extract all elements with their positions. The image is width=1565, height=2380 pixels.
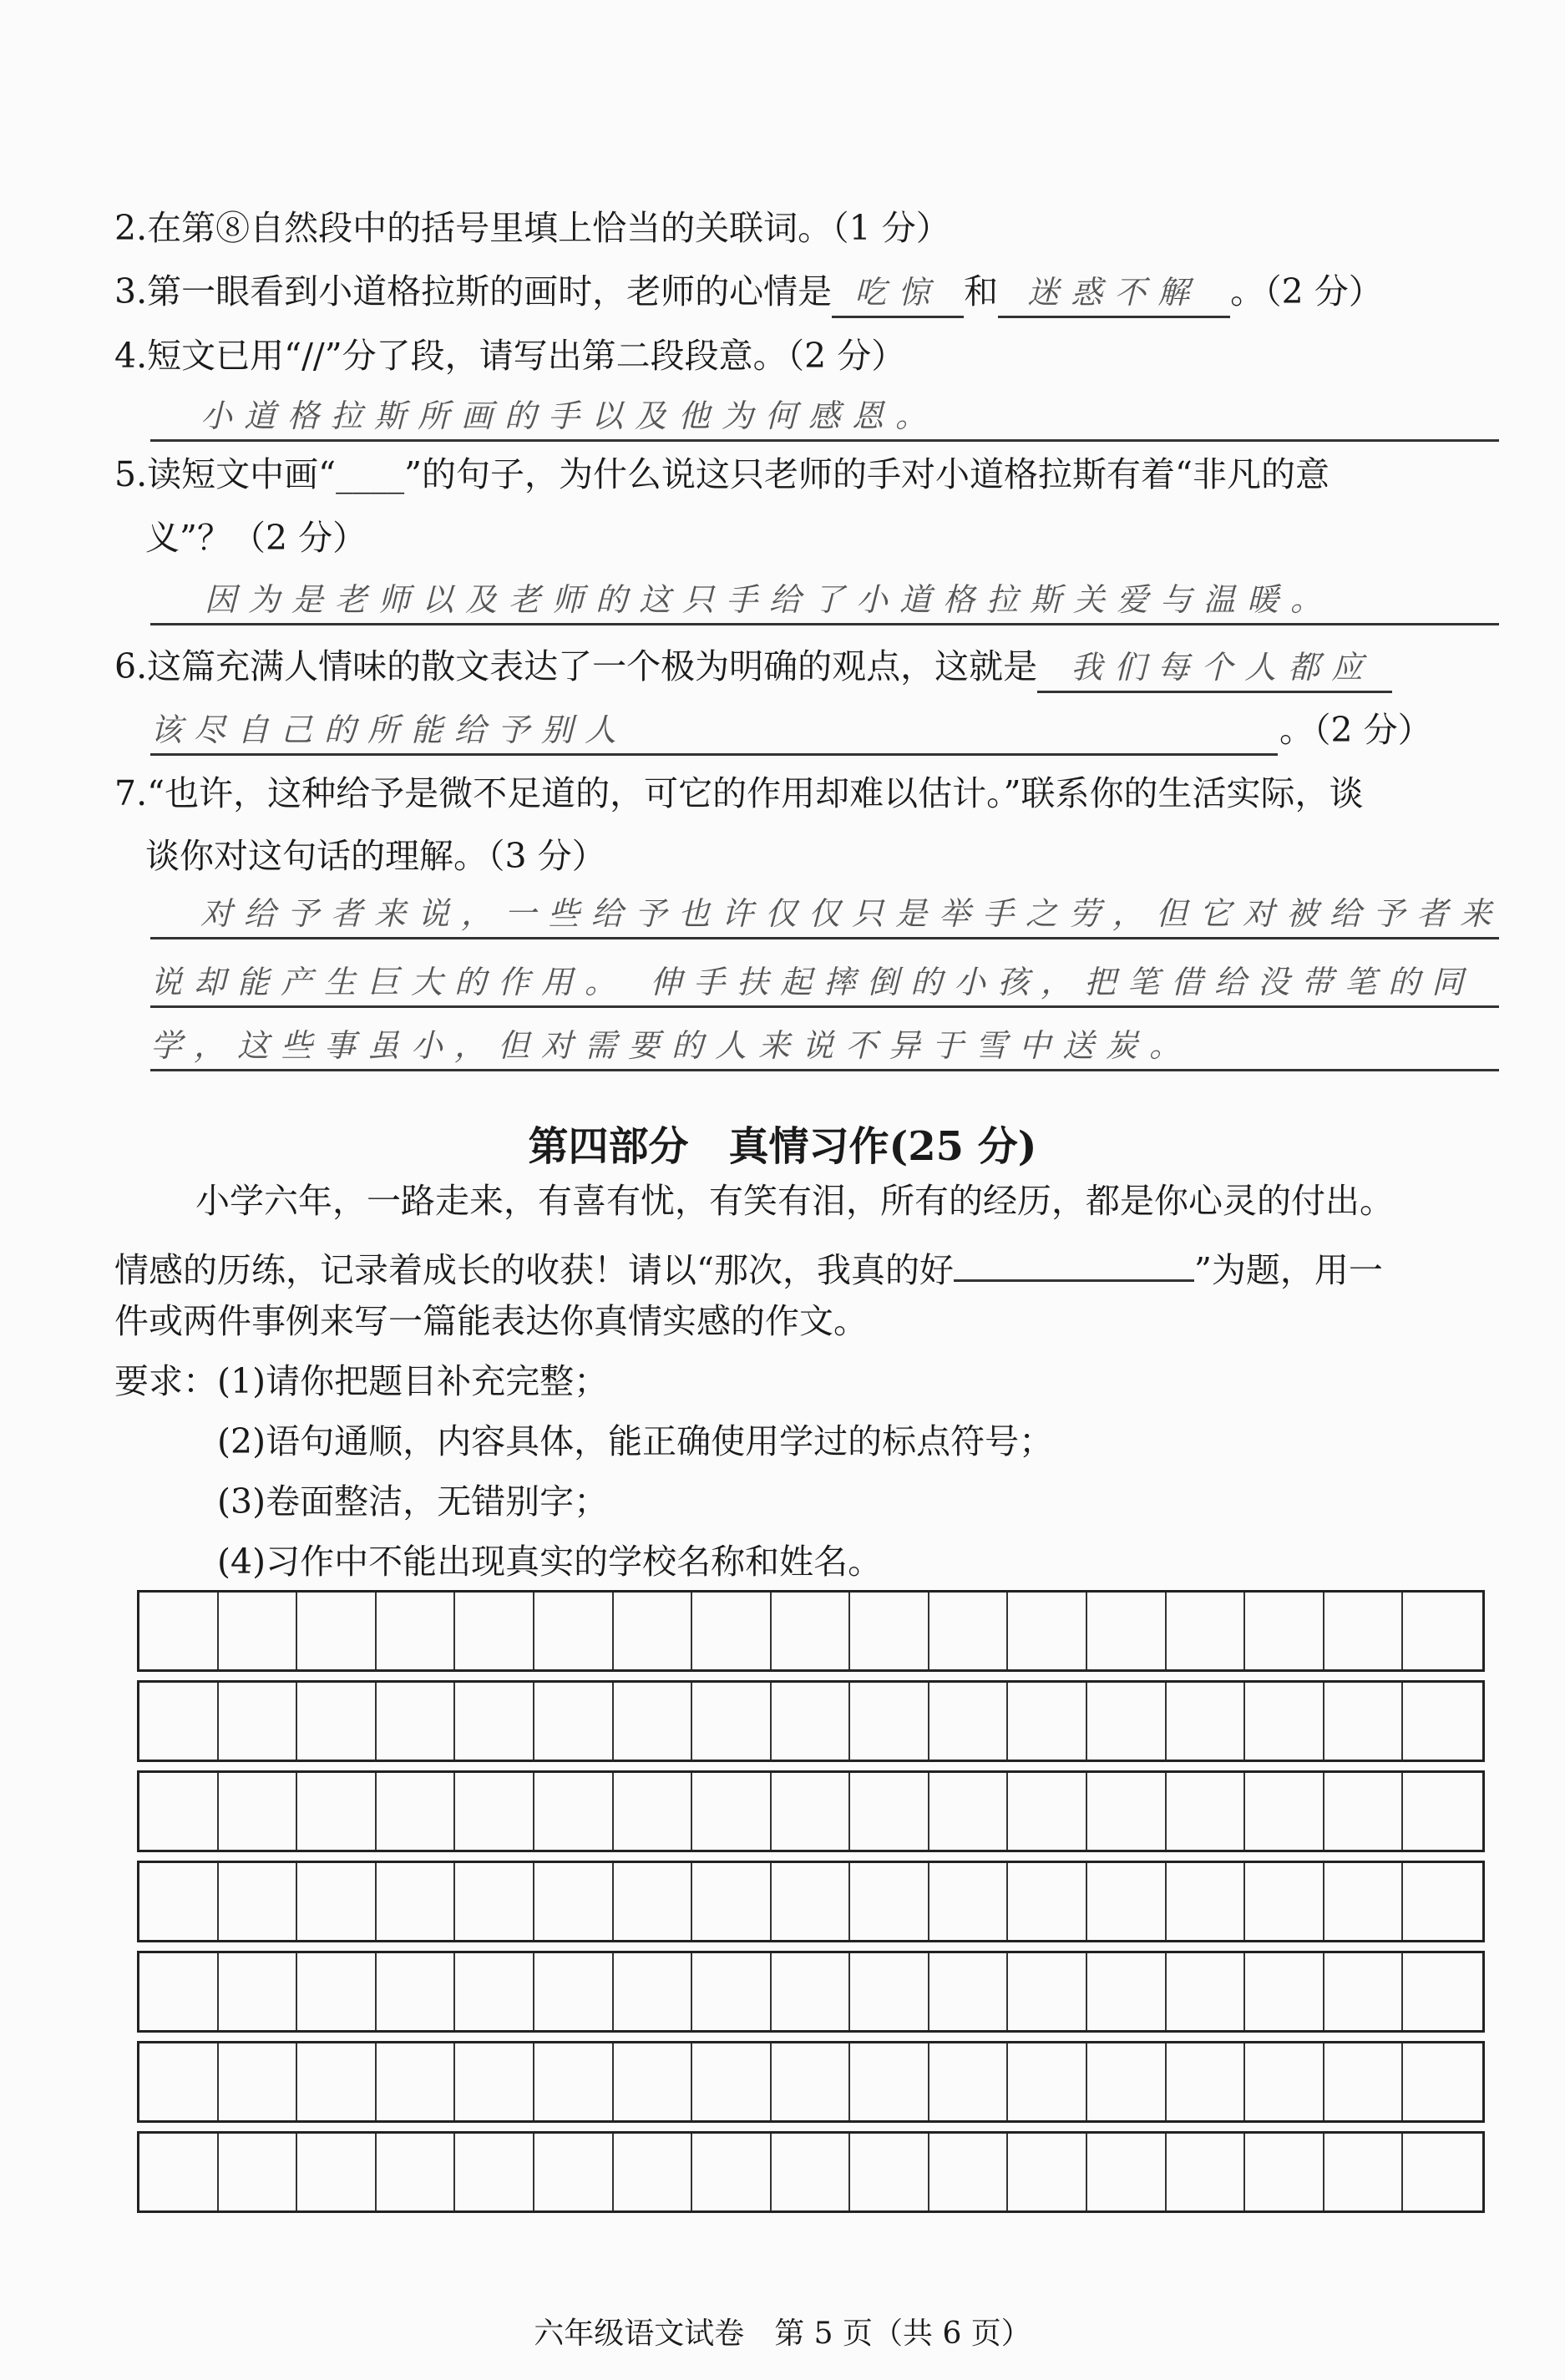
grid-cell[interactable]	[455, 1683, 534, 1760]
grid-cell[interactable]	[929, 1773, 1009, 1850]
question-6-answer-1: 我们每个人都应	[1071, 649, 1375, 686]
question-6-line-1	[114, 643, 1392, 693]
grid-cell[interactable]	[1167, 1863, 1246, 1940]
grid-row[interactable]	[137, 1861, 1485, 1942]
grid-cell[interactable]	[1403, 2043, 1482, 2120]
grid-cell[interactable]	[139, 1953, 219, 2030]
grid-cell[interactable]	[455, 1773, 534, 1850]
question-3-score: 。（2 分）	[1230, 271, 1383, 311]
grid-cell[interactable]	[219, 1683, 298, 1760]
grid-row[interactable]	[137, 1590, 1485, 1672]
grid-cell[interactable]	[929, 2134, 1009, 2210]
grid-cell[interactable]	[297, 1593, 377, 1669]
grid-cell[interactable]	[377, 1953, 456, 2030]
grid-cell[interactable]	[614, 2043, 693, 2120]
grid-cell[interactable]	[772, 1683, 851, 1760]
grid-row[interactable]	[137, 2041, 1485, 2123]
essay-title-blank[interactable]	[954, 1238, 1194, 1282]
grid-cell[interactable]	[534, 1773, 614, 1850]
grid-row[interactable]	[137, 1680, 1485, 1762]
requirement-1: (1)请你把题目补充完整；	[217, 1361, 609, 1401]
grid-cell[interactable]	[1167, 2043, 1246, 2120]
grid-cell[interactable]	[692, 1953, 772, 2030]
grid-cell[interactable]	[377, 2134, 456, 2210]
grid-cell[interactable]	[1087, 1593, 1167, 1669]
requirements-label: 要求：	[114, 1361, 217, 1401]
grid-cell[interactable]	[534, 2134, 614, 2210]
grid-cell[interactable]	[1324, 2134, 1404, 2210]
grid-cell[interactable]	[1245, 2043, 1324, 2120]
grid-row[interactable]	[137, 1770, 1485, 1852]
grid-cell[interactable]	[139, 1683, 219, 1760]
grid-cell[interactable]	[1087, 1683, 1167, 1760]
page-footer: 六年级语文试卷 第 5 页（共 6 页）	[534, 2317, 1031, 2351]
grid-cell[interactable]	[1087, 1863, 1167, 1940]
grid-cell[interactable]	[1324, 1773, 1404, 1850]
grid-cell[interactable]	[1008, 1863, 1087, 1940]
grid-cell[interactable]	[772, 2134, 851, 2210]
grid-cell[interactable]	[850, 2134, 929, 2210]
grid-cell[interactable]	[850, 1953, 929, 2030]
grid-cell[interactable]	[455, 1863, 534, 1940]
grid-cell[interactable]	[614, 1773, 693, 1850]
question-7-line-2	[145, 833, 606, 879]
grid-cell[interactable]	[772, 1953, 851, 2030]
essay-prompt-line-2	[114, 1238, 1383, 1294]
grid-cell[interactable]	[455, 2134, 534, 2210]
grid-cell[interactable]	[139, 2134, 219, 2210]
question-6-score	[1279, 706, 1432, 753]
question-3-connector: 和	[964, 271, 999, 311]
grid-cell[interactable]	[455, 1953, 534, 2030]
grid-cell[interactable]	[1245, 1953, 1324, 2030]
requirement-3: (3)卷面整洁，无错别字；	[217, 1481, 609, 1522]
question-6-answer-line-2[interactable]	[150, 706, 1278, 756]
question-5-line-2	[145, 514, 367, 561]
grid-cell[interactable]	[1245, 2134, 1324, 2210]
section-4-title: 第四部分 真情习作(25 分)	[528, 1123, 1037, 1170]
grid-cell[interactable]	[297, 1773, 377, 1850]
question-7-answer-1: 对给予者来说，一些给予也许仅仅只是举手之劳，但它对被给予者来	[200, 895, 1504, 932]
question-3-answer-1: 吃惊	[854, 274, 942, 311]
grid-cell[interactable]	[614, 1953, 693, 2030]
grid-cell[interactable]	[1324, 2043, 1404, 2120]
question-7-text: 7.“也许，这种给予是微不足道的，可它的作用却难以估计。”联系你的生活实际，谈	[114, 773, 1364, 813]
grid-cell[interactable]	[1403, 1953, 1482, 2030]
grid-cell[interactable]	[692, 2043, 772, 2120]
grid-cell[interactable]	[1087, 2134, 1167, 2210]
grid-cell[interactable]	[1403, 1593, 1482, 1669]
requirements-line-3	[217, 1478, 608, 1525]
grid-cell[interactable]	[219, 1773, 298, 1850]
grid-cell[interactable]	[614, 1593, 693, 1669]
grid-cell[interactable]	[614, 1683, 693, 1760]
grid-cell[interactable]	[377, 1863, 456, 1940]
grid-cell[interactable]	[1167, 1683, 1246, 1760]
question-2-text: 2.在第⑧自然段中的括号里填上恰当的关联词。（1 分）	[114, 208, 950, 248]
grid-cell[interactable]	[219, 1863, 298, 1940]
grid-cell[interactable]	[1167, 1953, 1246, 2030]
grid-cell[interactable]	[929, 1953, 1009, 2030]
grid-cell[interactable]	[1008, 1683, 1087, 1760]
grid-cell[interactable]	[692, 1593, 772, 1669]
grid-row[interactable]	[137, 1951, 1485, 2033]
grid-cell[interactable]	[1008, 1773, 1087, 1850]
essay-prompt-line-3	[114, 1298, 868, 1344]
grid-cell[interactable]	[534, 1683, 614, 1760]
question-4-answer-line[interactable]	[150, 392, 1499, 442]
grid-cell[interactable]	[929, 1683, 1009, 1760]
grid-cell[interactable]	[1403, 1863, 1482, 1940]
grid-cell[interactable]	[772, 2043, 851, 2120]
grid-cell[interactable]	[139, 1863, 219, 1940]
grid-cell[interactable]	[929, 2043, 1009, 2120]
question-5-answer: 因为是老师以及老师的这只手给了小道格拉斯关爱与温暖。	[205, 581, 1335, 618]
grid-cell[interactable]	[929, 1593, 1009, 1669]
question-3-blank-2[interactable]	[998, 268, 1230, 318]
grid-cell[interactable]	[1324, 1683, 1404, 1760]
question-3-blank-1[interactable]	[832, 268, 964, 318]
grid-cell[interactable]	[219, 1953, 298, 2030]
grid-cell[interactable]	[692, 2134, 772, 2210]
question-2	[114, 205, 950, 251]
question-7-answer-line-3[interactable]	[150, 1022, 1499, 1071]
question-4-answer: 小道格拉斯所画的手以及他为何感恩。	[200, 398, 940, 434]
grid-cell[interactable]	[297, 2134, 377, 2210]
grid-cell[interactable]	[297, 1863, 377, 1940]
grid-cell[interactable]	[534, 2043, 614, 2120]
grid-cell[interactable]	[297, 1683, 377, 1760]
requirements-line-2	[217, 1418, 1053, 1465]
grid-cell[interactable]	[377, 2043, 456, 2120]
question-4	[114, 332, 905, 379]
question-7-answer-2: 说却能产生巨大的作用。 伸手扶起摔倒的小孩，把笔借给没带笔的同	[150, 964, 1476, 1000]
grid-cell[interactable]	[772, 1773, 851, 1850]
requirements-line-1	[114, 1358, 608, 1405]
grid-cell[interactable]	[1167, 1593, 1246, 1669]
grid-cell[interactable]	[1324, 1953, 1404, 2030]
question-3-prompt: 3.第一眼看到小道格拉斯的画时，老师的心情是	[114, 271, 833, 311]
grid-cell[interactable]	[1403, 1773, 1482, 1850]
grid-cell[interactable]	[1008, 2043, 1087, 2120]
grid-cell[interactable]	[534, 1863, 614, 1940]
grid-cell[interactable]	[219, 1593, 298, 1669]
question-5-text: 5.读短文中画“____”的句子，为什么说这只老师的手对小道格拉斯有着“非凡的意	[114, 454, 1329, 494]
requirements-line-4	[217, 1538, 882, 1585]
grid-cell[interactable]	[692, 1773, 772, 1850]
essay-prompt-para-2-end: ”为题，用一	[1193, 1250, 1383, 1290]
grid-cell[interactable]	[297, 2043, 377, 2120]
grid-cell[interactable]	[377, 1773, 456, 1850]
essay-prompt-para-1: 小学六年，一路走来，有喜有忧，有笑有泪，所有的经历，都是你心灵的付出。	[195, 1181, 1394, 1221]
requirement-2: (2)语句通顺，内容具体，能正确使用学过的标点符号；	[217, 1421, 1054, 1461]
grid-cell[interactable]	[1167, 1773, 1246, 1850]
grid-cell[interactable]	[772, 1593, 851, 1669]
question-5-text-cont: 义”？（2 分）	[145, 518, 367, 558]
grid-cell[interactable]	[692, 1863, 772, 1940]
grid-cell[interactable]	[219, 2043, 298, 2120]
grid-cell[interactable]	[534, 1953, 614, 2030]
requirement-4: (4)习作中不能出现真实的学校名称和姓名。	[217, 1542, 883, 1582]
grid-cell[interactable]	[455, 1593, 534, 1669]
question-7-line-1	[114, 770, 1364, 817]
grid-cell[interactable]	[1324, 1863, 1404, 1940]
question-6-blank-1[interactable]	[1037, 643, 1392, 693]
question-7-answer-line-1[interactable]	[150, 890, 1504, 939]
question-6-answer-2: 该尽自己的所能给予别人	[150, 711, 629, 748]
question-7-answer-3: 学，这些事虽小，但对需要的人来说不异于雪中送炭。	[150, 1027, 1193, 1064]
grid-cell[interactable]	[614, 1863, 693, 1940]
grid-cell[interactable]	[692, 1683, 772, 1760]
question-4-text: 4.短文已用“//”分了段，请写出第二段段意。（2 分）	[114, 336, 906, 376]
grid-cell[interactable]	[850, 1773, 929, 1850]
grid-cell[interactable]	[850, 1863, 929, 1940]
grid-cell[interactable]	[1087, 1953, 1167, 2030]
grid-cell[interactable]	[772, 1863, 851, 1940]
grid-cell[interactable]	[850, 2043, 929, 2120]
question-5-answer-line[interactable]	[150, 576, 1499, 625]
grid-cell[interactable]	[1087, 2043, 1167, 2120]
question-3-answer-2: 迷惑不解	[1027, 274, 1202, 311]
question-6-score-text: 。（2 分）	[1279, 710, 1432, 750]
question-6-prompt: 6.这篇充满人情味的散文表达了一个极为明确的观点，这就是	[114, 646, 1038, 686]
grid-cell[interactable]	[219, 2134, 298, 2210]
grid-cell[interactable]	[929, 1863, 1009, 1940]
grid-cell[interactable]	[1008, 1593, 1087, 1669]
grid-cell[interactable]	[614, 2134, 693, 2210]
grid-cell[interactable]	[1008, 2134, 1087, 2210]
grid-cell[interactable]	[1245, 1593, 1324, 1669]
grid-cell[interactable]	[1245, 1773, 1324, 1850]
grid-cell[interactable]	[1403, 1683, 1482, 1760]
grid-cell[interactable]	[1324, 1593, 1404, 1669]
question-7-text-cont: 谈你对这句话的理解。（3 分）	[145, 836, 606, 876]
grid-cell[interactable]	[850, 1683, 929, 1760]
grid-cell[interactable]	[1245, 1863, 1324, 1940]
grid-cell[interactable]	[1087, 1773, 1167, 1850]
question-3	[114, 268, 1383, 318]
essay-prompt-line-1	[195, 1177, 1394, 1224]
grid-row[interactable]	[137, 2131, 1485, 2213]
grid-cell[interactable]	[1245, 1683, 1324, 1760]
grid-cell[interactable]	[1008, 1953, 1087, 2030]
grid-cell[interactable]	[377, 1683, 456, 1760]
grid-cell[interactable]	[850, 1593, 929, 1669]
grid-cell[interactable]	[1167, 2134, 1246, 2210]
grid-cell[interactable]	[139, 2043, 219, 2120]
essay-prompt-para-3: 件或两件事例来写一篇能表达你真情实感的作文。	[114, 1301, 868, 1341]
grid-cell[interactable]	[1403, 2134, 1482, 2210]
grid-cell[interactable]	[139, 1593, 219, 1669]
essay-prompt-para-2: 情感的历练，记录着成长的收获！请以“那次，我真的好	[114, 1250, 954, 1290]
grid-cell[interactable]	[534, 1593, 614, 1669]
grid-cell[interactable]	[139, 1773, 219, 1850]
grid-cell[interactable]	[455, 2043, 534, 2120]
question-5-line-1	[114, 451, 1329, 498]
question-7-answer-line-2[interactable]	[150, 959, 1499, 1008]
grid-cell[interactable]	[377, 1593, 456, 1669]
grid-cell[interactable]	[297, 1953, 377, 2030]
